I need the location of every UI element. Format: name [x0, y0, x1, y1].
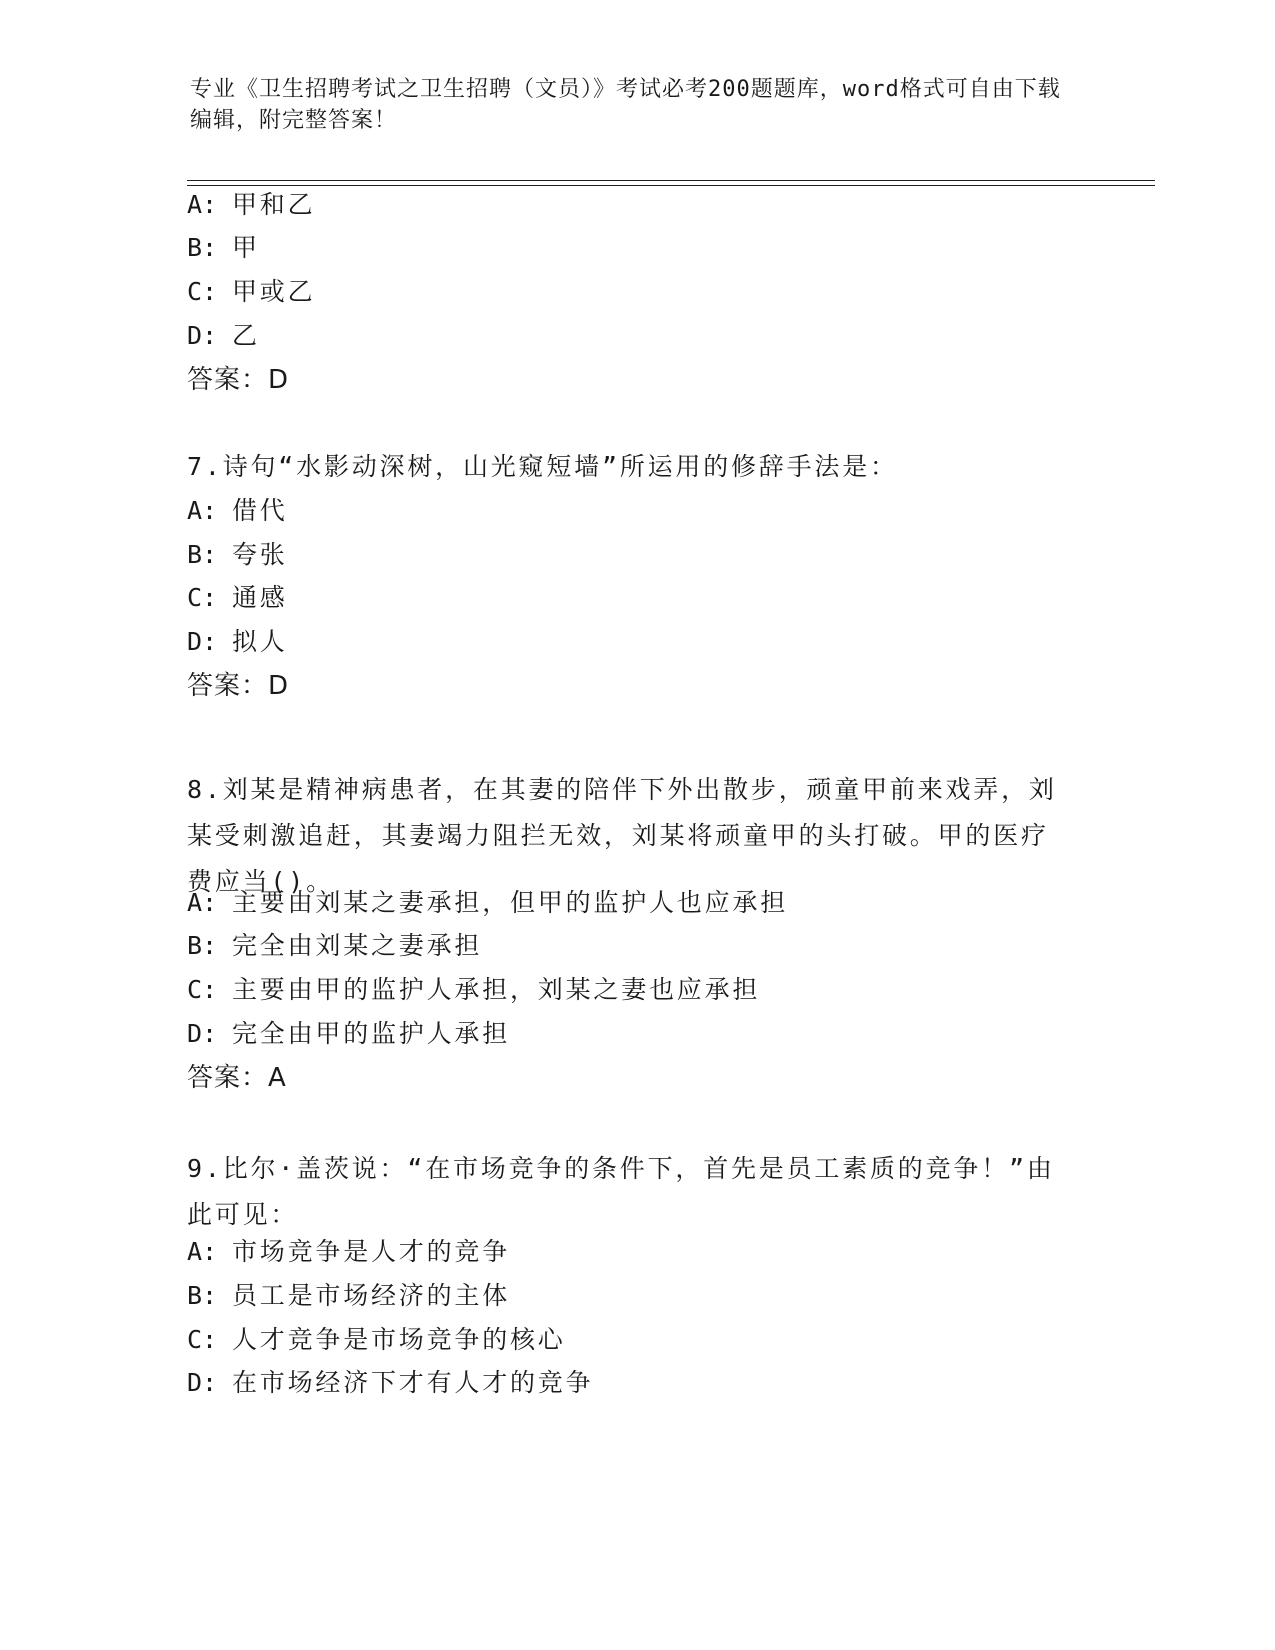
q9-option-b: B: 员工是市场经济的主体	[187, 1281, 511, 1310]
header-divider-bottom	[187, 185, 1155, 186]
q7-option-a: A: 借代	[187, 496, 288, 525]
q6-option-d: D: 乙	[187, 321, 260, 350]
q7-option-d: D: 拟人	[187, 627, 288, 656]
q7-answer: 答案：D	[187, 671, 290, 701]
q7-question: 7.诗句“水影动深树，山光窥短墙”所运用的修辞手法是：	[187, 452, 898, 481]
q8-question: 8.刘某是精神病患者，在其妻的陪伴下外出散步，顽童甲前来戏弄，刘某受刺激追赶，其妻竭力阻拦无效，刘某将顽童甲的头打破。甲的医疗费应当()。	[187, 775, 1057, 896]
q8-option-a: A: 主要由刘某之妻承担，但甲的监护人也应承担	[187, 888, 789, 917]
q8-option-b: B: 完全由刘某之妻承担	[187, 931, 483, 960]
q9-option-c: C: 人才竞争是市场竞争的核心	[187, 1325, 566, 1354]
q6-option-b: B: 甲	[187, 233, 260, 262]
q9-option-d: D: 在市场经济下才有人才的竞争	[187, 1368, 594, 1397]
q8-option-d: D: 完全由甲的监护人承担	[187, 1019, 511, 1048]
q9-option-a: A: 市场竞争是人才的竞争	[187, 1237, 511, 1266]
header-divider-top	[187, 180, 1155, 181]
q7-option-c: C: 通感	[187, 583, 288, 612]
q8-option-c: C: 主要由甲的监护人承担，刘某之妻也应承担	[187, 975, 761, 1004]
document-header: 专业《卫生招聘考试之卫生招聘（文员）》考试必考200题题库，word格式可自由下载编辑，附完整答案！	[190, 77, 1061, 133]
q6-answer: 答案：D	[187, 365, 290, 395]
q7-option-b: B: 夸张	[187, 540, 288, 569]
q6-option-c: C: 甲或乙	[187, 277, 316, 306]
q6-option-a: A: 甲和乙	[187, 190, 316, 219]
q8-answer: 答案：A	[187, 1063, 287, 1093]
q9-question: 9.比尔·盖茨说：“在市场竞争的条件下，首先是员工素质的竞争！”由此可见：	[187, 1154, 1055, 1229]
